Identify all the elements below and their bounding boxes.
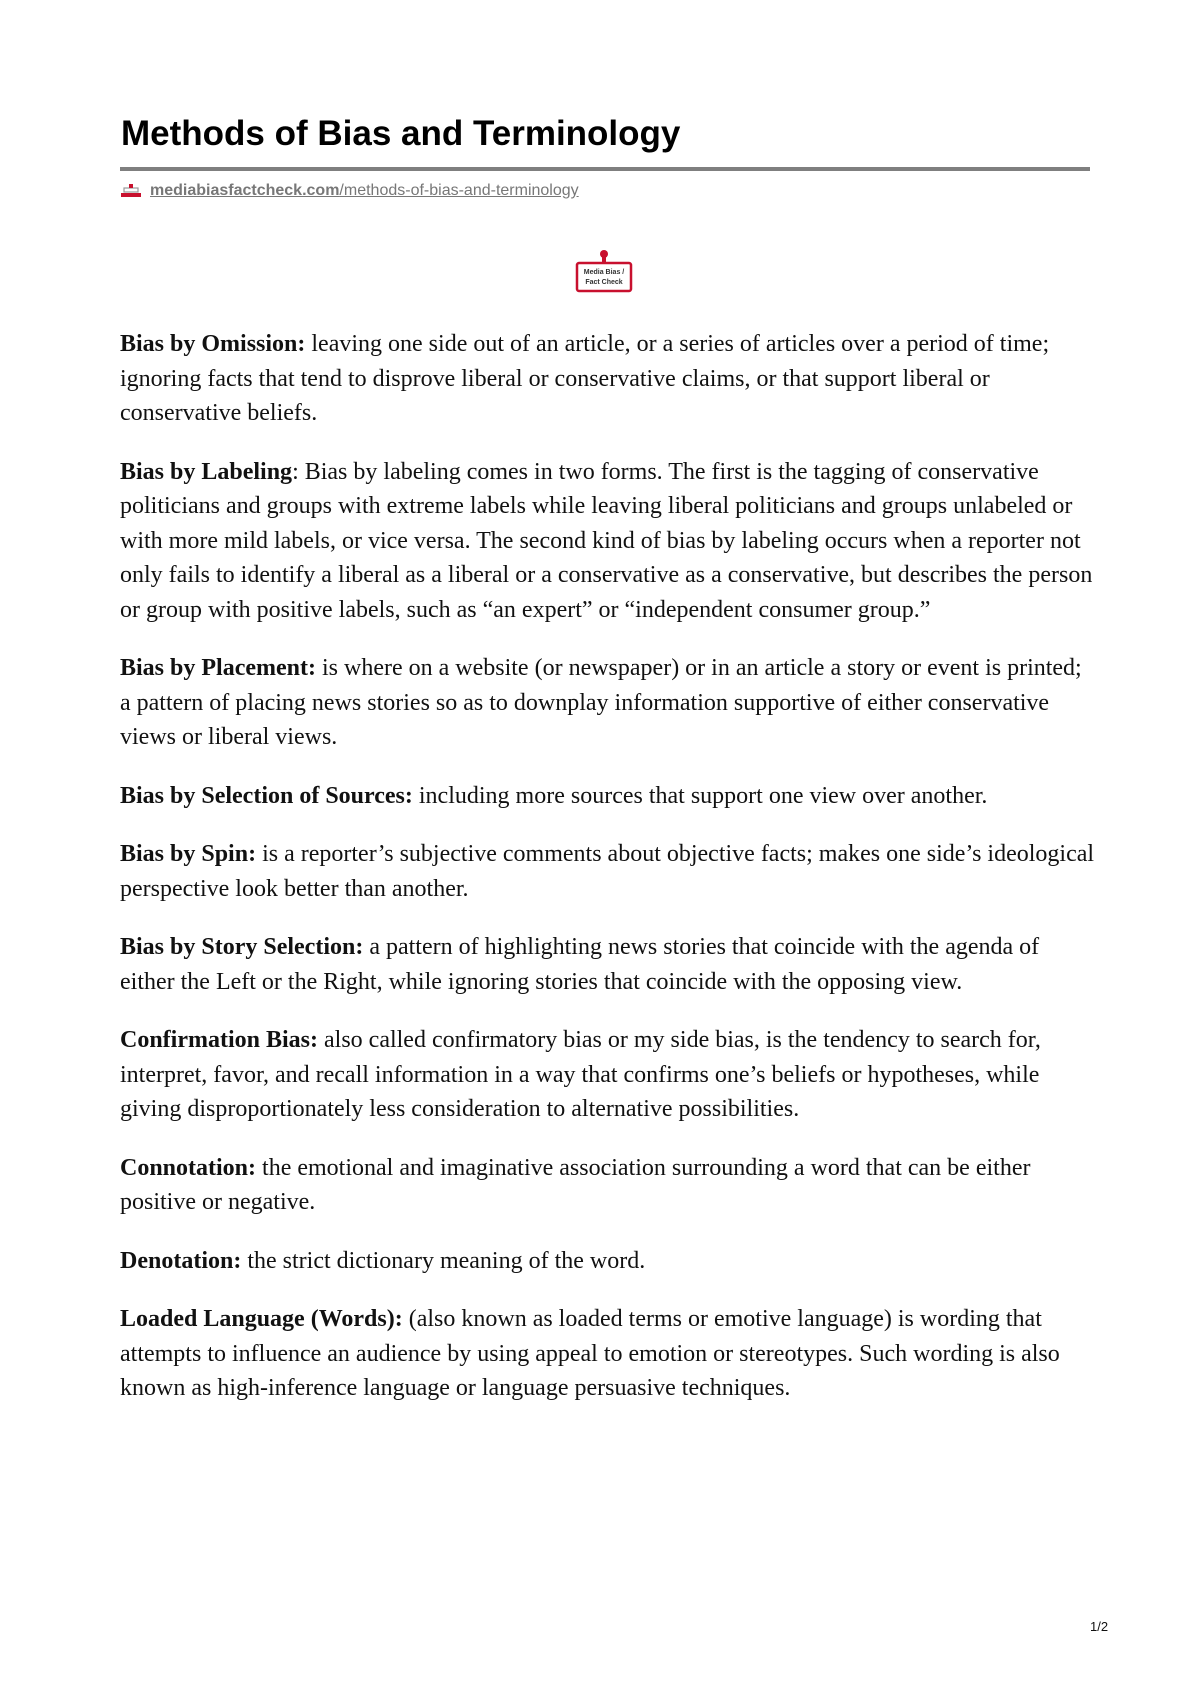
entry-definition: a pattern of highlighting news stories that coincide with the agenda of either the Left or the Right, while ignoring stories that coincide with the opposing view. (120, 934, 1040, 995)
entry-bias-by-selection-of-sources (120, 779, 1095, 814)
entry-bias-by-omission (120, 327, 1095, 431)
entry-term: Connotation: (120, 1154, 257, 1181)
entry-term: Bias by Omission: (120, 331, 306, 357)
entry-term: Denotation: (120, 1247, 242, 1274)
entry-connotation (120, 1151, 1095, 1220)
entry-definition: : Bias by labeling comes in two forms. The first is the tagging of conservative politicians and groups with extreme labels while leaving liberal politicians and groups unlabeled or with more mild labels, or vice versa. The second kind of bias by labeling occurs when a reporter not only fails to identify a liberal as a liberal or a conservative as a conservative, but describes the person or group with positive labels, such as “an expert” or “independent consumer group.” (120, 458, 1093, 623)
entry-definition: leaving one side out of an article, or a series of articles over a period of time; ignoring facts that tend to disprove liberal or conservative claims, or that support liberal or conservative beliefs. (120, 331, 1050, 426)
entry-loaded-language (120, 1302, 1095, 1406)
entry-definition: (also known as loaded terms or emotive language) is wording that attempts to influence an audience by using appeal to emotion or stereotypes. Such wording is also known as high-inference language or language persuasive techniques. (120, 1306, 1060, 1401)
entry-definition: including more sources that support one view over another. (412, 782, 988, 809)
entry-definition: the strict dictionary meaning of the word. (241, 1247, 646, 1274)
source-link-row (120, 180, 579, 202)
logo-line-2: Fact Check (585, 279, 623, 286)
entry-definition: also called confirmatory bias or my side bias, is the tendency to search for, interpret, favor, and recall information in a way that confirms one’s beliefs or hypotheses, while giving disproportionately less consideration to alternative possibilities. (120, 1027, 1041, 1122)
entry-term: Bias by Placement: (120, 655, 316, 681)
entry-term: Loaded Language (Words): (120, 1306, 403, 1332)
entry-term: Bias by Story Selection: (120, 934, 364, 960)
entry-term: Bias by Selection of Sources: (120, 782, 413, 809)
entry-denotation (120, 1244, 1095, 1279)
entry-term: Confirmation Bias: (120, 1027, 318, 1053)
source-domain: mediabiasfactcheck.com (150, 182, 340, 199)
entry-definition: is where on a website (or newspaper) or in an article a story or event is printed; a pattern of placing news stories so as to downplay information supportive of either conservative views or liberal views. (120, 655, 1082, 750)
logo-line-1: Media Bias / (583, 269, 625, 276)
source-url-link[interactable] (150, 182, 579, 200)
entry-definition: the emotional and imaginative association surrounding a word that can be either positive or negative. (120, 1154, 1031, 1215)
source-path: /methods-of-bias-and-terminology (339, 182, 579, 199)
page-number: 1/2 (1090, 1619, 1109, 1634)
media-bias-fact-check-logo (575, 248, 633, 293)
entry-confirmation-bias (120, 1023, 1095, 1127)
entry-bias-by-story-selection (120, 930, 1095, 999)
title-divider (120, 167, 1090, 171)
entry-definition: is a reporter’s subjective comments about objective facts; makes one side’s ideological perspective look better than another. (120, 841, 1095, 902)
entry-bias-by-placement (120, 651, 1095, 755)
entry-term: Bias by Spin: (120, 841, 257, 867)
entry-bias-by-labeling (120, 455, 1095, 628)
entry-bias-by-spin (120, 837, 1095, 906)
entry-term: Bias by Labeling (120, 458, 293, 485)
site-favicon-icon (120, 184, 142, 198)
terminology-list (120, 327, 1095, 1430)
page-title: Methods of Bias and Terminology (121, 114, 681, 153)
